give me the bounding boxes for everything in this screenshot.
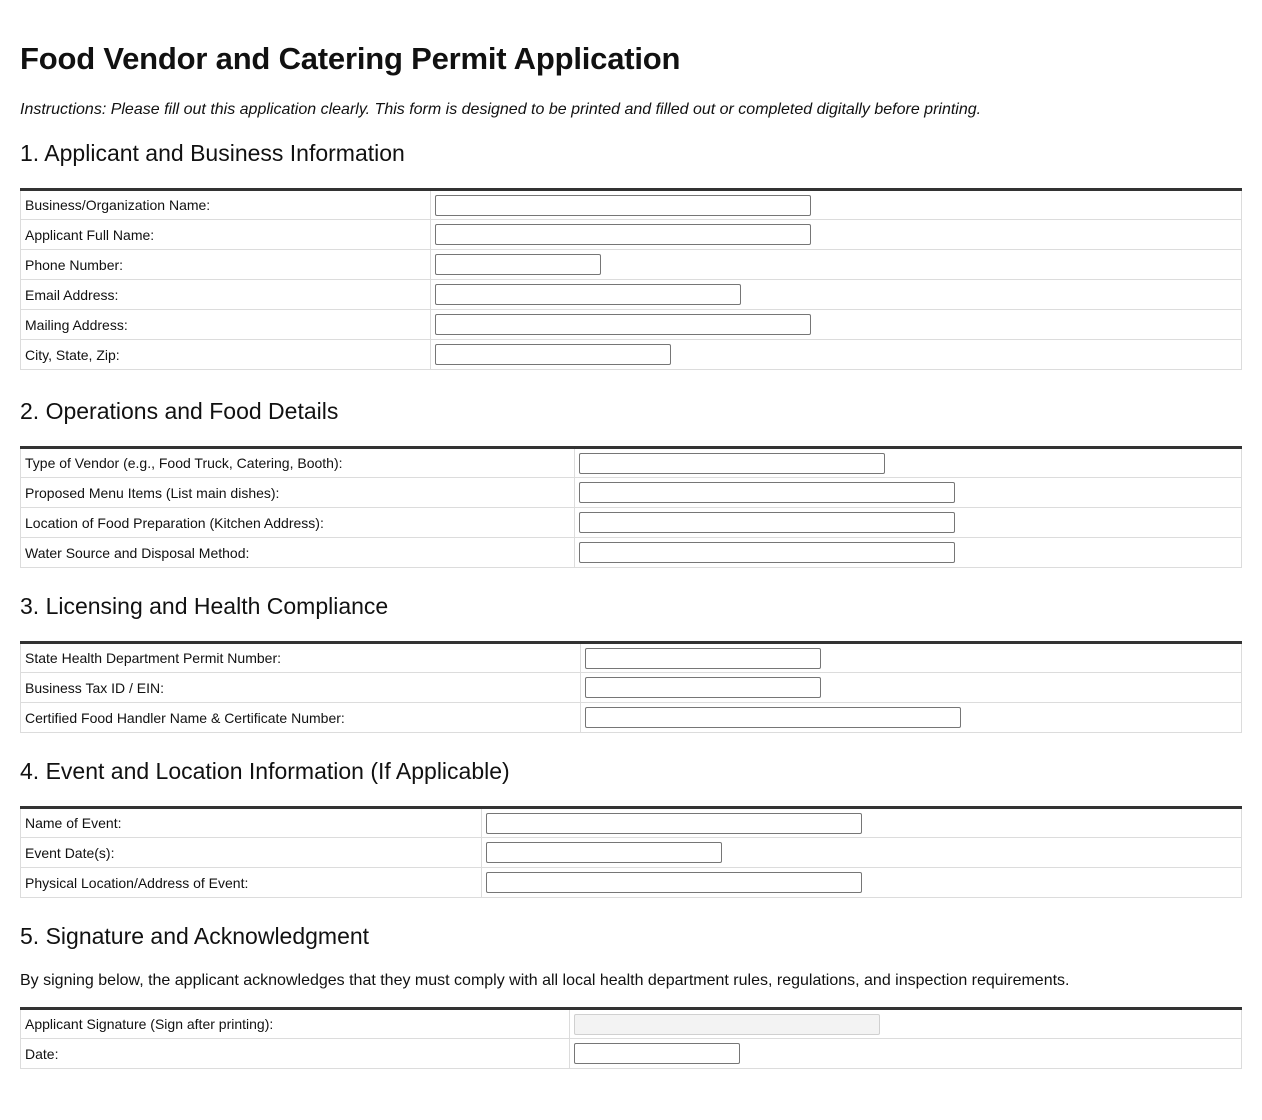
field-label: Date: bbox=[21, 1039, 570, 1069]
table-row bbox=[21, 508, 1242, 538]
field-label: State Health Department Permit Number: bbox=[21, 643, 581, 673]
business-name-input[interactable] bbox=[435, 195, 811, 216]
vendor-type-input[interactable] bbox=[579, 453, 885, 474]
operations-table bbox=[20, 446, 1242, 568]
field-label: Type of Vendor (e.g., Food Truck, Catering, Booth): bbox=[21, 448, 575, 478]
table-row bbox=[21, 538, 1242, 568]
table-row bbox=[21, 190, 1242, 220]
field-label: City, State, Zip: bbox=[21, 340, 431, 370]
water-source-input[interactable] bbox=[579, 542, 955, 563]
section-3-title: 3. Licensing and Health Compliance bbox=[20, 593, 389, 619]
licensing-table bbox=[20, 641, 1242, 733]
table-row bbox=[21, 280, 1242, 310]
mailing-address-input[interactable] bbox=[435, 314, 811, 335]
tax-id-input[interactable] bbox=[585, 677, 821, 698]
date-input[interactable] bbox=[574, 1043, 740, 1064]
table-row bbox=[21, 838, 1242, 868]
email-input[interactable] bbox=[435, 284, 741, 305]
table-row bbox=[21, 808, 1242, 838]
section-4-title: 4. Event and Location Information (If Applicable) bbox=[20, 758, 510, 784]
field-label: Phone Number: bbox=[21, 250, 431, 280]
event-name-input[interactable] bbox=[486, 813, 862, 834]
acknowledgment-text: By signing below, the applicant acknowledges that they must comply with all local health department rules, regulations, and inspection requirements. bbox=[20, 972, 1070, 989]
table-row bbox=[21, 448, 1242, 478]
field-label: Email Address: bbox=[21, 280, 431, 310]
menu-items-input[interactable] bbox=[579, 482, 955, 503]
event-dates-input[interactable] bbox=[486, 842, 722, 863]
city-state-zip-input[interactable] bbox=[435, 344, 671, 365]
signature-table bbox=[20, 1007, 1242, 1069]
phone-input[interactable] bbox=[435, 254, 601, 275]
field-label: Applicant Signature (Sign after printing): bbox=[21, 1009, 570, 1039]
table-row bbox=[21, 478, 1242, 508]
section-5-title: 5. Signature and Acknowledgment bbox=[20, 923, 370, 949]
table-row bbox=[21, 340, 1242, 370]
table-row bbox=[21, 643, 1242, 673]
table-row bbox=[21, 868, 1242, 898]
field-label: Business/Organization Name: bbox=[21, 190, 431, 220]
table-row bbox=[21, 220, 1242, 250]
health-permit-input[interactable] bbox=[585, 648, 821, 669]
table-row bbox=[21, 250, 1242, 280]
page-title: Food Vendor and Catering Permit Application bbox=[20, 41, 681, 76]
section-1-title: 1. Applicant and Business Information bbox=[20, 140, 405, 166]
applicant-info-table bbox=[20, 188, 1242, 370]
field-label: Proposed Menu Items (List main dishes): bbox=[21, 478, 575, 508]
field-label: Applicant Full Name: bbox=[21, 220, 431, 250]
field-label: Name of Event: bbox=[21, 808, 482, 838]
table-row bbox=[21, 1009, 1242, 1039]
applicant-name-input[interactable] bbox=[435, 224, 811, 245]
kitchen-address-input[interactable] bbox=[579, 512, 955, 533]
signature-field bbox=[574, 1014, 880, 1035]
field-label: Mailing Address: bbox=[21, 310, 431, 340]
field-label: Business Tax ID / EIN: bbox=[21, 673, 581, 703]
table-row bbox=[21, 703, 1242, 733]
food-handler-input[interactable] bbox=[585, 707, 961, 728]
field-label: Water Source and Disposal Method: bbox=[21, 538, 575, 568]
table-row bbox=[21, 1039, 1242, 1069]
table-row bbox=[21, 673, 1242, 703]
instructions-text: Instructions: Please fill out this application clearly. This form is designed to be printed and filled out or completed digitally before printing. bbox=[20, 101, 982, 118]
field-label: Certified Food Handler Name & Certificate Number: bbox=[21, 703, 581, 733]
table-row bbox=[21, 310, 1242, 340]
event-table bbox=[20, 806, 1242, 898]
section-2-title: 2. Operations and Food Details bbox=[20, 398, 339, 424]
field-label: Event Date(s): bbox=[21, 838, 482, 868]
event-location-input[interactable] bbox=[486, 872, 862, 893]
field-label: Location of Food Preparation (Kitchen Address): bbox=[21, 508, 575, 538]
field-label: Physical Location/Address of Event: bbox=[21, 868, 482, 898]
